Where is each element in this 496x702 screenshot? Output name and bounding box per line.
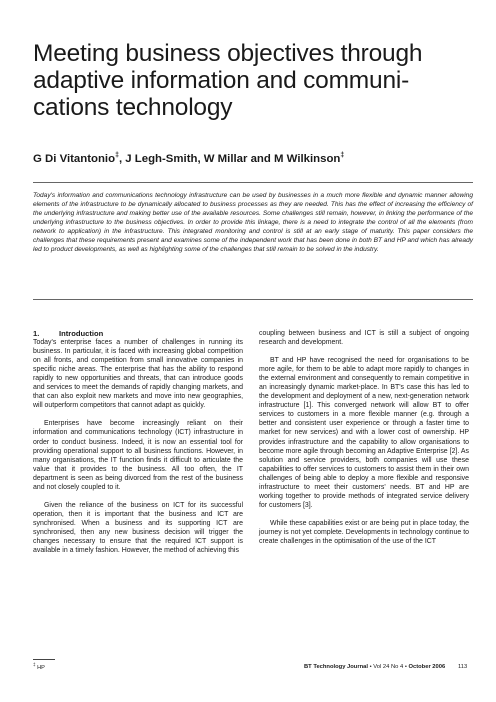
affiliation-mark: ‡ [340,152,345,159]
section-number: 1. [33,329,40,338]
right-column [259,329,469,546]
footnote-mark: ‡ [33,662,36,667]
journal-issue: • Vol 24 No 4 • [367,664,409,670]
author-name: G Di Vitantonio [33,152,116,165]
abstract-top-rule [33,182,473,183]
author-list [33,152,344,165]
paragraph: Today's enterprise faces a number of challenges in running its business. In particular, it is faced with increasing global competition on all fronts, and competition from small innovative companies in specific niche areas. The enterprise that has the ability to respond rapidly to new opportunities and threats, that can introduce goods and services to meet the demands of rapidly changing markets, and that can also exploit new markets and move into new geographies, will outperform competitors that cannot adapt as quickly. [33,339,243,410]
paragraph: Given the reliance of the business on ICT for its successful operation, then it is important that the business and ICT are synchronised. When a business and its supporting ICT are synchronised, then any new business decision will trigger the changes necessary to ensure that the required ICT support is available in a timely fashion. However, the method of achieving this [33,501,243,555]
page-number: 113 [458,664,468,670]
footnote [33,662,45,671]
journal-name: BT Technology Journal [304,664,368,670]
footnote-rule [33,659,55,660]
section-heading [33,329,243,338]
journal-footer [304,664,445,670]
abstract-bottom-rule [33,299,473,300]
paragraph: Enterprises have become increasingly reliant on their information and communications technology (ICT) infrastructure in order to conduct business. Indeed, it is now an essential tool for providing operational support to all business functions. However, in many organisations, the IT function finds it difficult to articulate the value that it provides to the business. All too often, the IT department is seen as being divorced from the rest of the business and not closely coupled to it. [33,420,243,491]
author-names: , J Legh-Smith, W Millar and M Wilkinson [118,152,341,165]
article-title: Meeting business objectives through adaptive information and communi-cations technology [33,40,423,121]
paragraph: coupling between business and ICT is still a subject of ongoing research and development. [259,330,469,347]
paragraph: BT and HP have recognised the need for organisations to be more agile, for them to be able to adapt more rapidly to changes in the external environment and consequently to remain competitive in an increasingly dynamic market-place. In BT's case this has led to the development and deployment of a new, next-generation network infrastructure [1]. This converged network will allow BT to offer services to customers in a more flexible manner (e.g. through a better and consistent user experience or through a faster time to market for new services) and with a lower cost of ownership. HP provides infrastructure and the capability to allow organisations to become more agile through becoming an Adaptive Enterprise [2]. As solution and service providers, both companies will use these capabilities to offer services to customers to assist them in their own challenges of being able to deploy a more flexible and responsive infrastructure to meet their customers' needs. BT and HP are working together to provide methods of integrated service delivery for customers [3]. [259,357,469,509]
footnote-text: HP [35,664,45,671]
left-column [33,329,243,555]
paragraph: While these capabilities exist or are being put in place today, the journey is not yet complete. Developments in technology continue to create challenges in the optimisation of the use of the ICT [259,519,469,545]
section-title: Introduction [59,329,104,338]
affiliation-mark: ‡ [115,152,119,159]
abstract: Today's information and communications technology infrastructure can be used by businesses in a much more flexible and dynamic manner allowing elements of the infrastructure to be dynamically allocated to business processes as they are needed. This has the effect of increasing the efficiency of the underlying infrastructure and making better use of the available resources. Some challenges still remain, however, in linking the performance of the underlying infrastructure to the business objectives. In order to provide this linkage, there is a need to integrate the control of all the elements (from network to application) in the infrastructure. This integrated monitoring and control is still at an early stage of maturity. This paper considers the challenges that these requirements present and examines some of the independent work that has been done in both BT and HP and which has already led to product developments, as well as highlighting some of the challenges that still remain to be solved in the industry. [33,192,473,254]
journal-date: October 2006 [408,664,446,670]
